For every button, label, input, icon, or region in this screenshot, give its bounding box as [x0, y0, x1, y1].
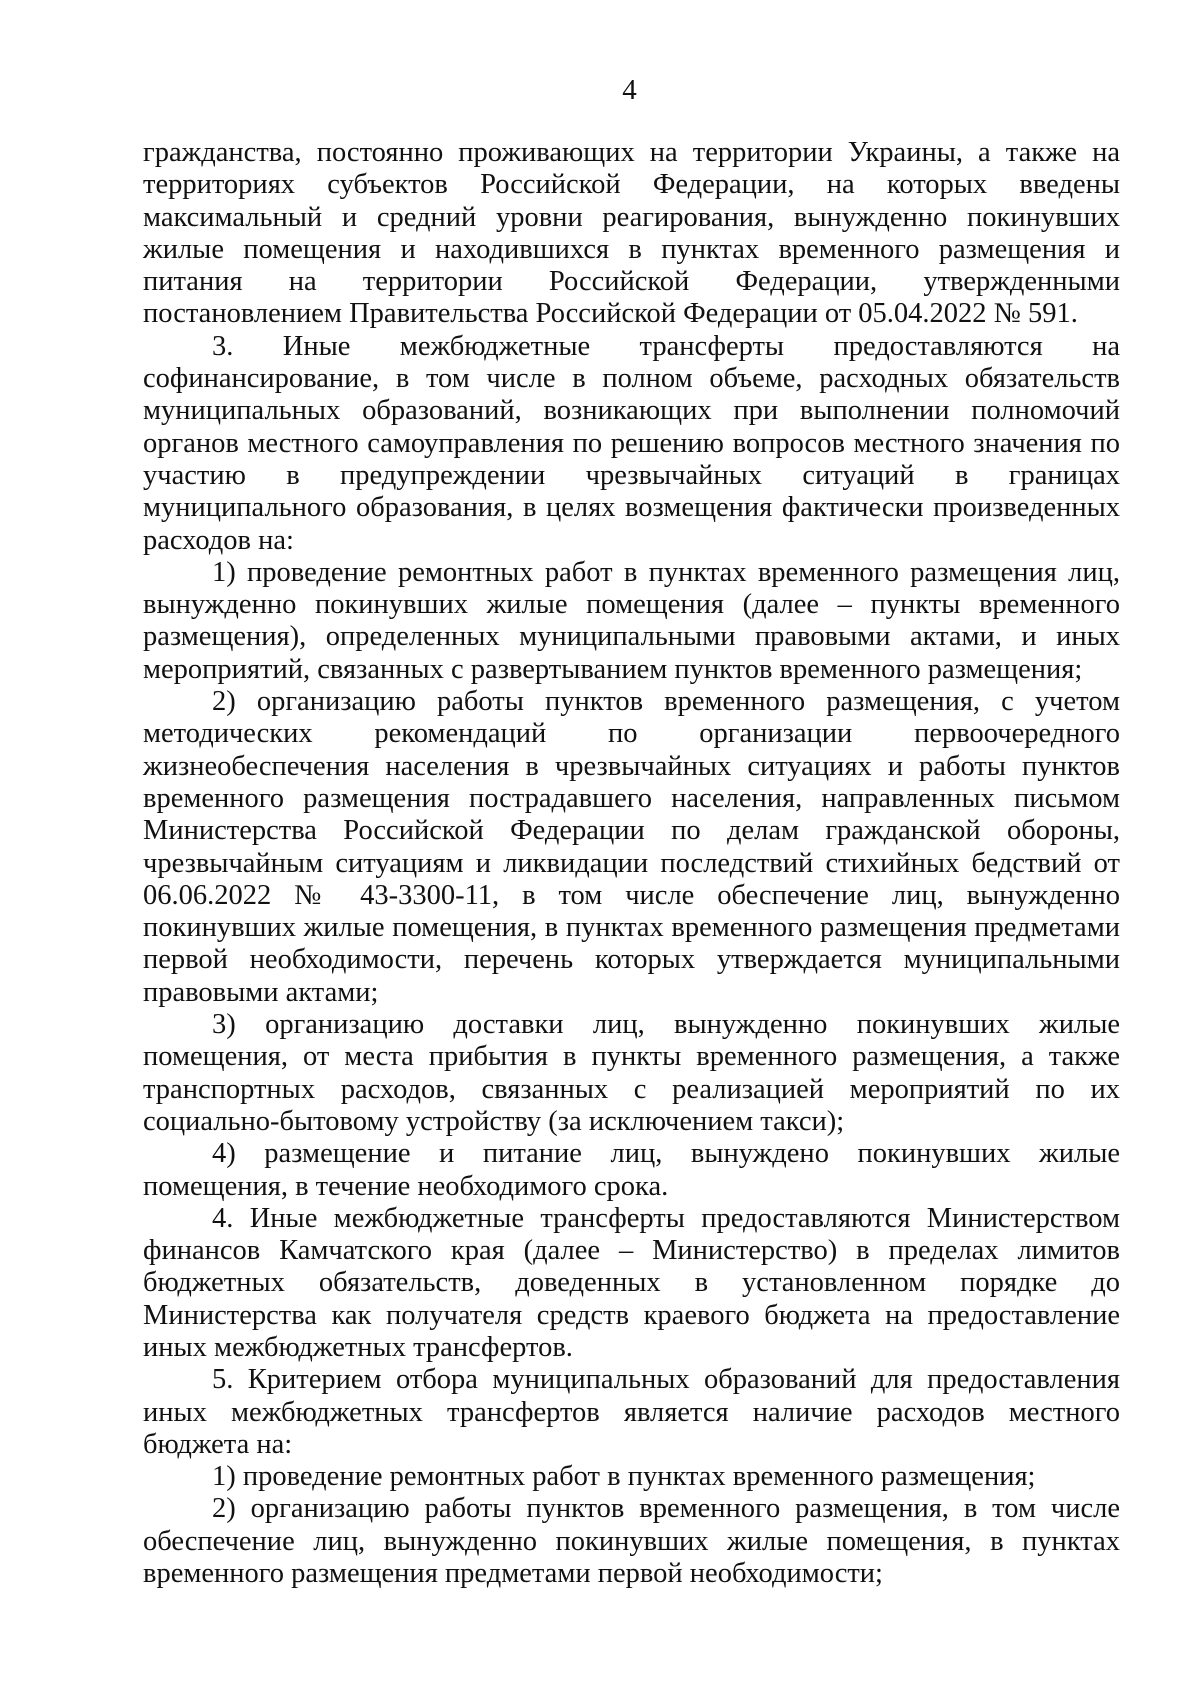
paragraph-subitem-5-2: 2) организацию работы пунктов временного размещения, в том числе обеспечение лиц, вынужденно покинувших жилые помещения, в пунктах временного размещения предметами первой необходимости; — [143, 1493, 1120, 1590]
paragraph-subitem-5-1: 1) проведение ремонтных работ в пунктах временного размещения; — [212, 1461, 1036, 1493]
paragraph-item-4: 4. Иные межбюджетные трансферты предоставляются Министерством финансов Камчатского края (далее – Министерство) в пределах лимитов бюджетных обязательств, доведенных в установленном порядке до Министерства как получателя средств краевого бюджета на предоставление иных межбюджетных трансфертов. — [143, 1202, 1120, 1363]
page-number: 4 — [622, 74, 637, 106]
paragraph-item-3: 3. Иные межбюджетные трансферты предоставляются на софинансирование, в том числе в полном объеме, расходных обязательств муниципальных образований, возникающих при выполнении полномочий органов местного самоуправления по решению вопросов местного значения по участию в предупреждении чрезвычайных ситуаций в границах муниципального образования, в целях возмещения фактически произведенных расходов на: — [143, 330, 1120, 556]
paragraph-item-5: 5. Критерием отбора муниципальных образований для предоставления иных межбюджетных трансфертов является наличие расходов местного бюджета на: — [143, 1364, 1120, 1460]
document-body — [143, 137, 1120, 1590]
paragraph-subitem-3-3: 3) организацию доставки лиц, вынужденно покинувших жилые помещения, от места прибытия в пункты временного размещения, а также транспортных расходов, связанных с реализацией мероприятий по их социально-бытовому устройству (за исключением такси); — [143, 1009, 1120, 1137]
paragraph-subitem-3-1: 1) проведение ремонтных работ в пунктах временного размещения лиц, вынужденно покинувших жилые помещения (далее – пункты временного размещения), определенных муниципальными правовыми актами, и иных мероприятий, связанных с развертыванием пунктов временного размещения; — [143, 556, 1120, 685]
paragraph-subitem-3-4: 4) размещение и питание лиц, вынуждено покинувших жилые помещения, в течение необходимого срока. — [143, 1138, 1120, 1202]
paragraph-subitem-3-2: 2) организацию работы пунктов временного размещения, с учетом методических рекомендаций по организации первоочередного жизнеобеспечения населения в чрезвычайных ситуациях и работы пунктов временного размещения пострадавшего населения, направленных письмом Министерства Российской Федерации по делам гражданской обороны, чрезвычайным ситуациям и ликвидации последствий стихийных бедствий от 06.06.2022 № 43-3300-11, в том числе обеспечение лиц, вынужденно покинувших жилые помещения, в пунктах временного размещения предметами первой необходимости, перечень которых утверждается муниципальными правовыми актами; — [143, 686, 1120, 1008]
paragraph-continuation: гражданства, постоянно проживающих на территории Украины, а также на территориях субъектов Российской Федерации, на которых введены максимальный и средний уровни реагирования, вынужденно покинувших жилые помещения и находившихся в пунктах временного размещения и питания на территории Российской Федерации, утвержденными постановлением Правительства Российской Федерации от 05.04.2022 № 591. — [143, 137, 1120, 330]
